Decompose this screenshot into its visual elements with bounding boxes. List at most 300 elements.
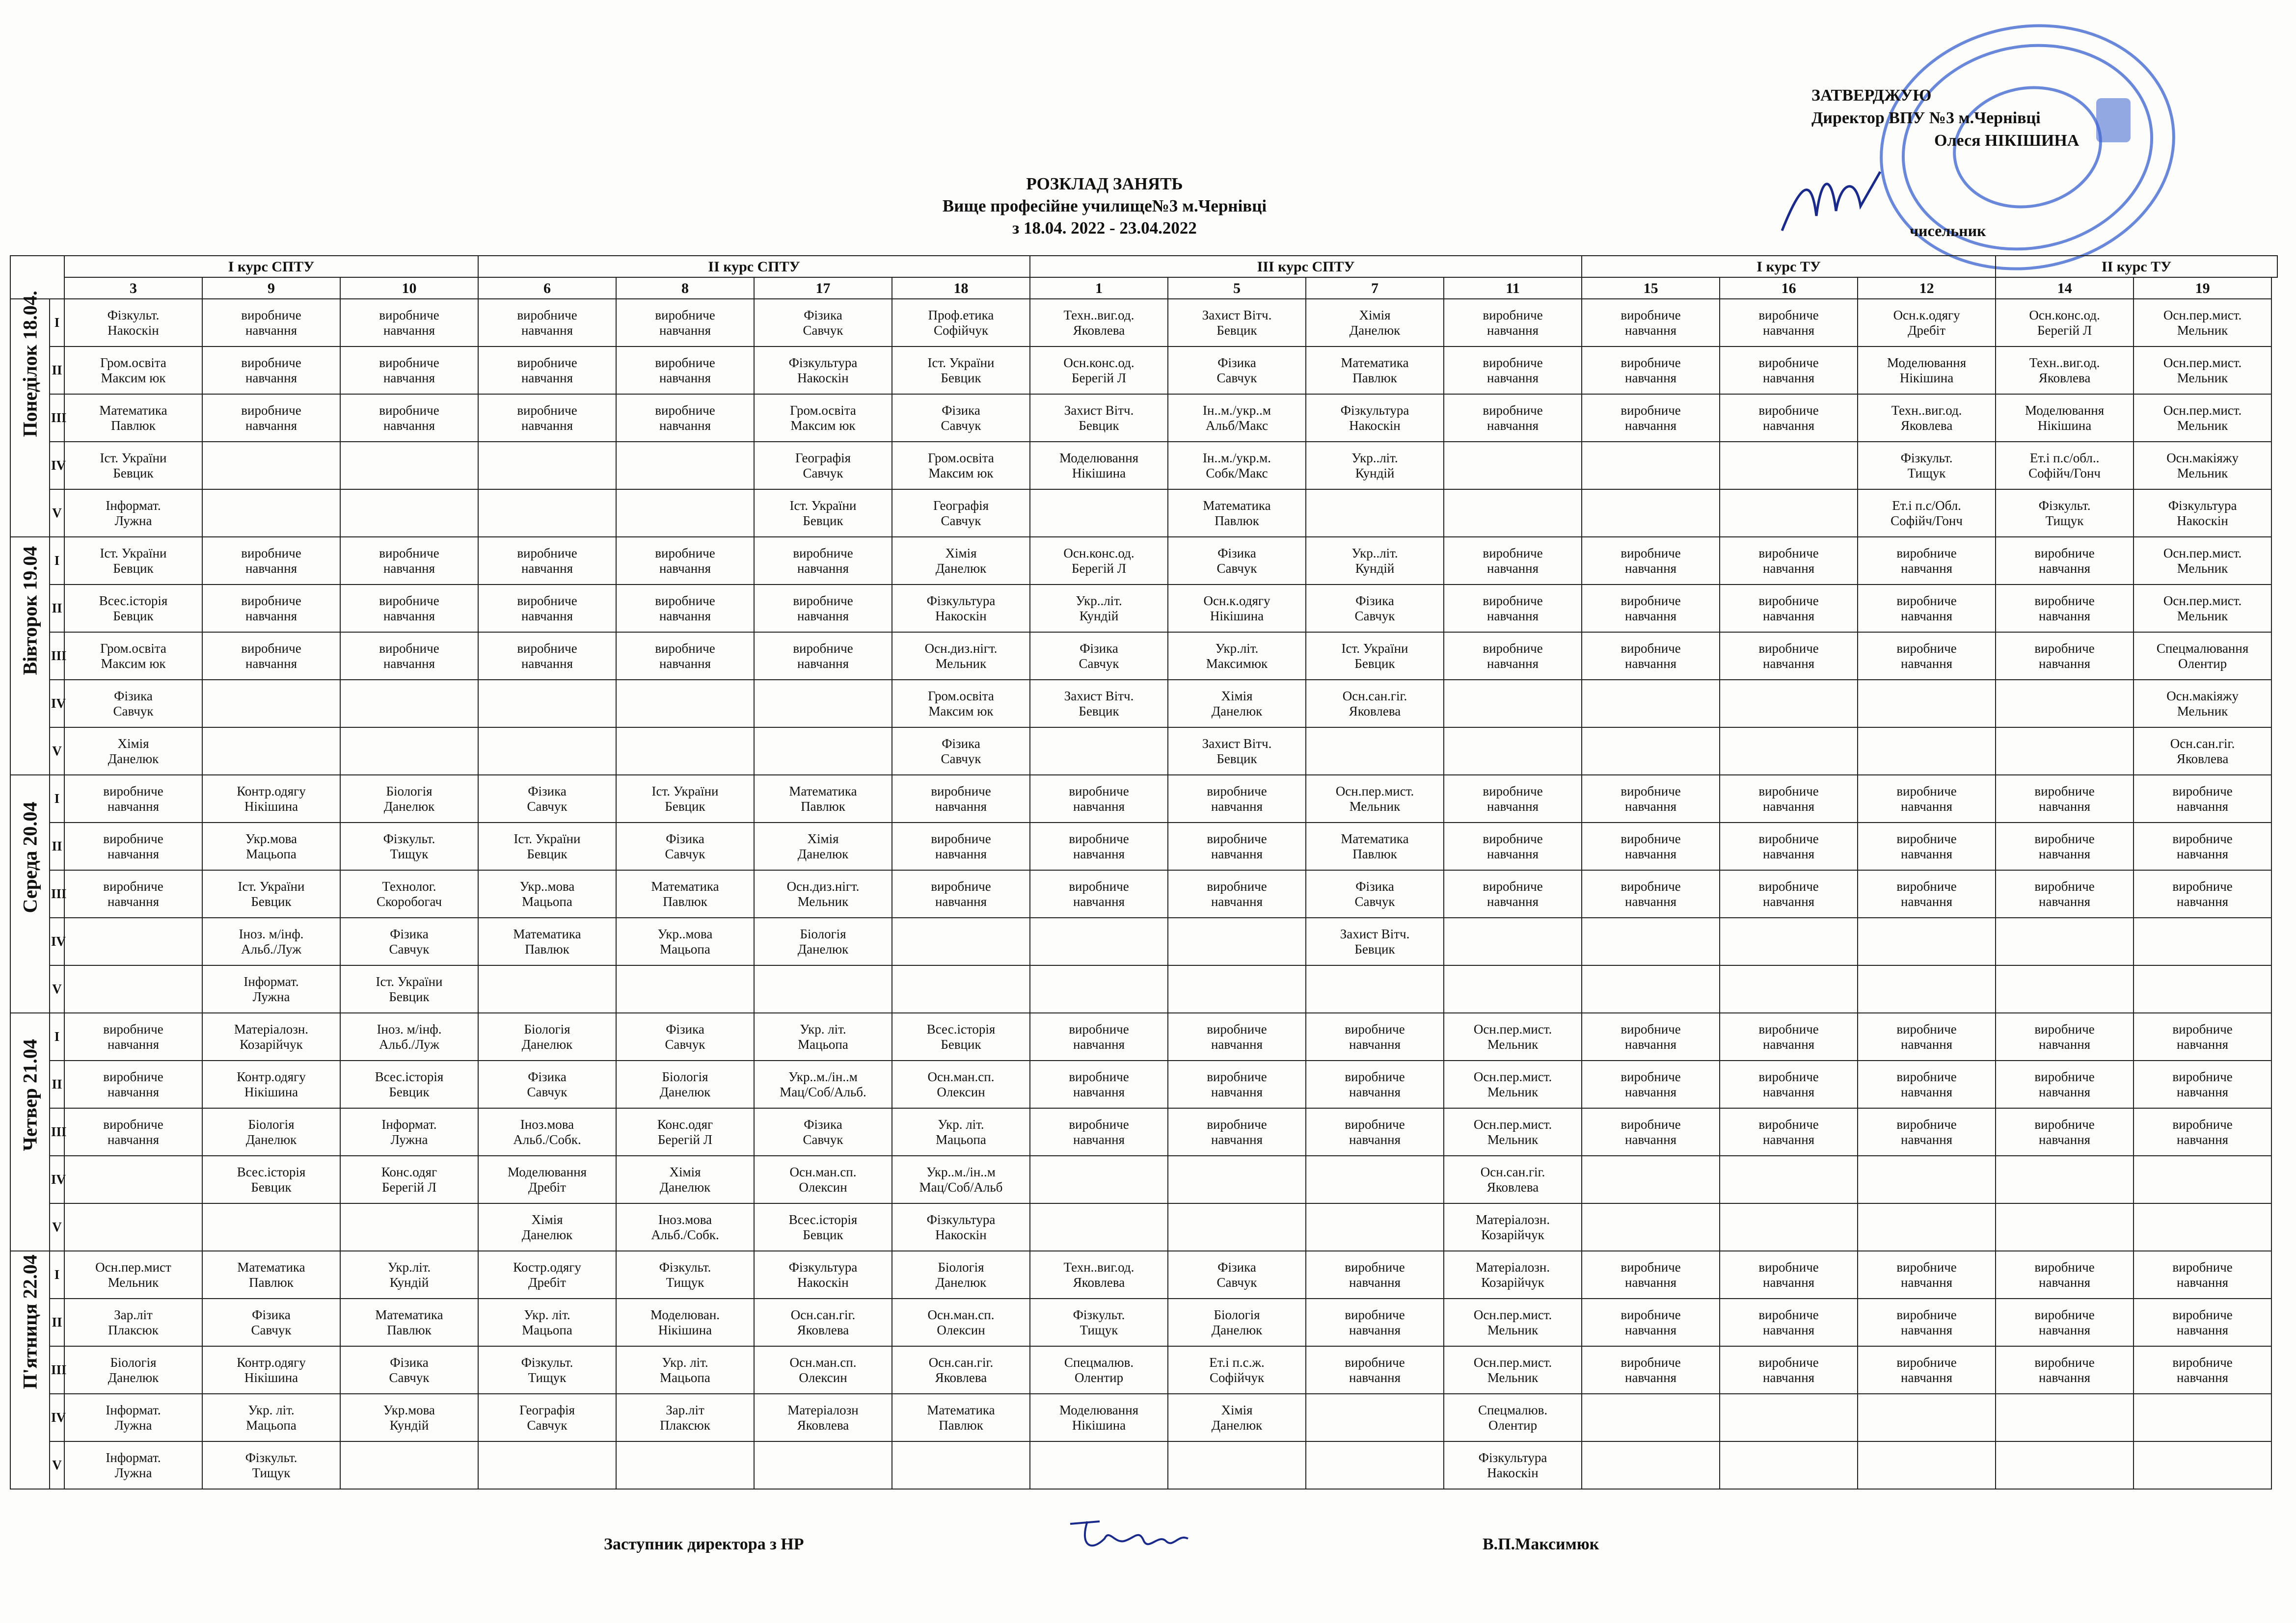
lesson-cell (616, 489, 754, 537)
lesson-cell: виробниче навчання (1444, 346, 1582, 394)
lesson-cell: Укр.літ. Кундій (340, 1251, 478, 1299)
period-number: II (50, 1299, 64, 1346)
group-number: 5 (1168, 277, 1306, 299)
lesson-cell: Фізика Савчук (202, 1299, 340, 1346)
lesson-cell (1306, 1156, 1444, 1203)
lesson-cell (1306, 1394, 1444, 1441)
lesson-cell: виробниче навчання (892, 870, 1030, 918)
lesson-cell: Гром.освіта Максим юк (892, 680, 1030, 727)
lesson-cell: Матеріалозн. Козарійчук (1444, 1203, 1582, 1251)
lesson-cell: виробниче навчання (1168, 823, 1306, 870)
day-name: Понеділок 18.04. (19, 291, 41, 437)
lesson-cell: Іст. України Бевцик (64, 537, 202, 585)
lesson-cell (1720, 680, 1858, 727)
lesson-cell: виробниче навчання (1444, 585, 1582, 632)
group-number: 19 (2134, 277, 2271, 299)
lesson-cell (1582, 727, 1720, 775)
lesson-cell: Осн.сан.гіг. Яковлева (1306, 680, 1444, 727)
lesson-cell: виробниче навчання (64, 870, 202, 918)
lesson-cell: Ін..м./укр.м. Собк/Макс (1168, 442, 1306, 489)
lesson-cell: Укр.літ. Максимюк (1168, 632, 1306, 680)
lesson-cell (1444, 489, 1582, 537)
lesson-cell (1996, 727, 2134, 775)
lesson-cell: Спецмалюв. Олентир (1444, 1394, 1582, 1441)
group-header-row (10, 277, 2277, 299)
lesson-cell (1720, 1156, 1858, 1203)
lesson-cell: Фізкульт. Тищук (1996, 489, 2134, 537)
lesson-cell: виробниче навчання (1996, 823, 2134, 870)
lesson-cell (478, 680, 616, 727)
lesson-cell (616, 442, 754, 489)
lesson-cell: Фізкульт. Тищук (616, 1251, 754, 1299)
lesson-cell: виробниче навчання (616, 394, 754, 442)
lesson-cell (478, 1441, 616, 1489)
lesson-cell: Укр.мова Мацьопа (202, 823, 340, 870)
lesson-cell (1720, 1394, 1858, 1441)
lesson-cell (1996, 918, 2134, 965)
period-number: I (50, 1013, 64, 1061)
lesson-cell: Ін..м./укр..м Альб/Макс (1168, 394, 1306, 442)
lesson-cell: виробниче навчання (340, 346, 478, 394)
lesson-cell: виробниче навчання (478, 585, 616, 632)
lesson-cell: Фізкультура Накоскін (754, 346, 892, 394)
lesson-cell: Гром.освіта Максим юк (64, 632, 202, 680)
lesson-cell: виробниче навчання (1306, 1013, 1444, 1061)
lesson-cell: виробниче навчання (1720, 1061, 1858, 1108)
lesson-cell: виробниче навчання (1996, 1108, 2134, 1156)
lesson-cell: виробниче навчання (1444, 823, 1582, 870)
lesson-cell: Фізкульт. Тищук (478, 1346, 616, 1394)
lesson-cell (616, 680, 754, 727)
lesson-cell: Контр.одягу Нікішина (202, 1061, 340, 1108)
lesson-cell: Захист Вітч. Бевцик (1030, 680, 1168, 727)
group-number: 9 (202, 277, 340, 299)
lesson-cell: Ет.і п.с/Обл. Софійч/Гонч (1858, 489, 1996, 537)
lesson-cell (1996, 965, 2134, 1013)
lesson-cell: Фізкульт. Тищук (1030, 1299, 1168, 1346)
lesson-cell: виробниче навчання (1996, 1061, 2134, 1108)
lesson-cell: Математика Павлюк (892, 1394, 1030, 1441)
lesson-cell (64, 918, 202, 965)
group-number: 16 (1720, 277, 1858, 299)
lesson-cell: виробниче навчання (1996, 632, 2134, 680)
lesson-cell (1306, 965, 1444, 1013)
period-number: V (50, 1441, 64, 1489)
schedule-title (638, 173, 1571, 239)
lesson-cell: Фізика Савчук (616, 823, 754, 870)
lesson-cell: Осн.конс.од. Берегій Л (1030, 537, 1168, 585)
day-name: Четвер 21.04 (19, 1039, 41, 1151)
lesson-cell: Осн.диз.нігт. Мельник (754, 870, 892, 918)
lesson-cell: Фізика Савчук (1168, 1251, 1306, 1299)
lesson-cell (64, 1156, 202, 1203)
lesson-cell (340, 680, 478, 727)
lesson-cell: Біологія Данелюк (478, 1013, 616, 1061)
lesson-cell (1582, 442, 1720, 489)
lesson-cell: виробниче навчання (1996, 1299, 2134, 1346)
lesson-cell (1168, 1203, 1306, 1251)
lesson-row (10, 442, 2277, 489)
lesson-cell: виробниче навчання (202, 299, 340, 346)
lesson-cell (202, 680, 340, 727)
lesson-cell: виробниче навчання (1582, 1061, 1720, 1108)
lesson-cell: Осн.макіяжу Мельник (2134, 680, 2271, 727)
day-label (10, 1251, 50, 1489)
lesson-cell: Осн.пер.мист. Мельник (2134, 394, 2271, 442)
lesson-cell: виробниче навчання (2134, 1251, 2271, 1299)
lesson-cell: виробниче навчання (1168, 775, 1306, 823)
lesson-cell (1858, 965, 1996, 1013)
lesson-cell: виробниче навчання (1858, 1013, 1996, 1061)
lesson-cell: виробниче навчання (1858, 537, 1996, 585)
lesson-cell (1030, 1441, 1168, 1489)
lesson-cell: Іноз.мова Альб./Собк. (478, 1108, 616, 1156)
lesson-cell: виробниче навчання (1582, 823, 1720, 870)
lesson-cell: виробниче навчання (64, 1013, 202, 1061)
deputy-signature-icon (1060, 1514, 1237, 1558)
lesson-row (10, 823, 2277, 870)
lesson-cell: Всес.історія Бевцик (202, 1156, 340, 1203)
title-line-2: Вище професійне училище№3 м.Чернівці (942, 196, 1267, 215)
lesson-cell: Всес.історія Бевцик (754, 1203, 892, 1251)
period-number: II (50, 823, 64, 870)
lesson-cell: Фізика Савчук (892, 727, 1030, 775)
lesson-cell: виробниче навчання (754, 585, 892, 632)
day-label (10, 537, 50, 775)
lesson-cell: виробниче навчання (1306, 1108, 1444, 1156)
lesson-cell: виробниче навчання (1720, 1299, 1858, 1346)
lesson-cell: Укр..мова Мацьопа (478, 870, 616, 918)
lesson-cell (2134, 1394, 2271, 1441)
lesson-cell: Математика Павлюк (64, 394, 202, 442)
lesson-cell (616, 727, 754, 775)
approval-block (1811, 84, 2079, 152)
lesson-cell: виробниче навчання (2134, 870, 2271, 918)
lesson-cell: виробниче навчання (64, 1108, 202, 1156)
lesson-cell: виробниче навчання (1858, 1108, 1996, 1156)
lesson-cell (340, 727, 478, 775)
lesson-cell: Укр..літ. Кундій (1306, 442, 1444, 489)
lesson-cell: Технолог. Скоробогач (340, 870, 478, 918)
lesson-cell: виробниче навчання (1306, 1346, 1444, 1394)
lesson-row (10, 1013, 2277, 1061)
lesson-cell: виробниче навчання (478, 537, 616, 585)
lesson-cell: виробниче навчання (2134, 1108, 2271, 1156)
lesson-cell: виробниче навчання (1720, 1108, 1858, 1156)
lesson-cell: виробниче навчання (2134, 1061, 2271, 1108)
lesson-cell: виробниче навчання (1720, 346, 1858, 394)
lesson-cell: Осн.конс.од. Берегій Л (1996, 299, 2134, 346)
lesson-cell (1306, 489, 1444, 537)
period-number: I (50, 537, 64, 585)
lesson-cell: виробниче навчання (1030, 1013, 1168, 1061)
lesson-cell (1030, 965, 1168, 1013)
approve-position: Директор ВПУ №3 м.Чернівці (1811, 109, 2041, 127)
lesson-cell: виробниче навчання (1720, 394, 1858, 442)
lesson-cell: Біологія Данелюк (616, 1061, 754, 1108)
lesson-cell: виробниче навчання (2134, 1299, 2271, 1346)
lesson-cell (754, 727, 892, 775)
lesson-cell: виробниче навчання (1582, 870, 1720, 918)
day-label (10, 291, 50, 537)
lesson-cell: виробниче навчання (2134, 775, 2271, 823)
lesson-cell: Матеріалозн Яковлева (754, 1394, 892, 1441)
lesson-cell: Фізика Савчук (1306, 870, 1444, 918)
lesson-cell: Фізкульт. Тищук (1858, 442, 1996, 489)
lesson-cell: виробниче навчання (478, 346, 616, 394)
lesson-cell: виробниче навчання (1168, 1061, 1306, 1108)
lesson-cell: Фізкультура Накоскін (892, 1203, 1030, 1251)
lesson-cell: Контр.одягу Нікішина (202, 775, 340, 823)
lesson-cell: Ет.і п.с.ж. Софійчук (1168, 1346, 1306, 1394)
footer-right-name: В.П.Максимюк (1483, 1535, 1599, 1553)
lesson-cell: Біологія Данелюк (340, 775, 478, 823)
lesson-cell: Фізкультура Накоскін (2134, 489, 2271, 537)
lesson-cell: Осн.диз.нігт. Мельник (892, 632, 1030, 680)
period-number: V (50, 965, 64, 1013)
course-header: ІІ курс СПТУ (478, 256, 1030, 277)
lesson-cell: виробниче навчання (340, 537, 478, 585)
group-number: 7 (1306, 277, 1444, 299)
lesson-cell: виробниче навчання (754, 537, 892, 585)
lesson-cell: Осн.пер.мист. Мельник (2134, 537, 2271, 585)
lesson-cell: виробниче навчання (1858, 775, 1996, 823)
period-number: V (50, 1203, 64, 1251)
lesson-cell: Математика Павлюк (202, 1251, 340, 1299)
lesson-cell: Математика Павлюк (478, 918, 616, 965)
lesson-cell: виробниче навчання (1858, 632, 1996, 680)
lesson-cell (1858, 680, 1996, 727)
approve-name: Олеся НІКІШИНА (1934, 132, 2080, 150)
lesson-cell (1030, 1203, 1168, 1251)
approve-heading: ЗАТВЕРДЖУЮ (1811, 86, 1932, 105)
lesson-cell (478, 442, 616, 489)
lesson-cell: Моделювання Нікішина (1996, 394, 2134, 442)
lesson-cell: виробниче навчання (1996, 1251, 2134, 1299)
lesson-cell: виробниче навчання (1996, 775, 2134, 823)
lesson-cell (1168, 965, 1306, 1013)
lesson-cell: виробниче навчання (478, 299, 616, 346)
lesson-row (10, 1394, 2277, 1441)
lesson-cell: Фізкультура Накоскін (1306, 394, 1444, 442)
lesson-cell: Осн.пер.мист Мельник (64, 1251, 202, 1299)
lesson-cell: Всес.історія Бевцик (340, 1061, 478, 1108)
lesson-cell (202, 489, 340, 537)
title-line-3: з 18.04. 2022 - 23.04.2022 (1012, 218, 1197, 238)
lesson-cell: виробниче навчання (64, 823, 202, 870)
lesson-cell: Іст. України Бевцик (64, 442, 202, 489)
lesson-cell: Фізкульт. Накоскін (64, 299, 202, 346)
group-number: 11 (1444, 277, 1582, 299)
lesson-cell (1858, 1156, 1996, 1203)
lesson-cell: Математика Павлюк (1168, 489, 1306, 537)
lesson-cell (1306, 1203, 1444, 1251)
lesson-cell: Фізкульт. Тищук (340, 823, 478, 870)
period-number: I (50, 1251, 64, 1299)
lesson-cell: виробниче навчання (1996, 1346, 2134, 1394)
lesson-cell: Осн.ман.сп. Олексин (892, 1061, 1030, 1108)
lesson-cell: Іноз. м/інф. Альб./Луж (340, 1013, 478, 1061)
course-header: І курс СПТУ (64, 256, 478, 277)
lesson-cell: виробниче навчання (202, 632, 340, 680)
lesson-cell (340, 1441, 478, 1489)
lesson-cell: Захист Вітч. Бевцик (1306, 918, 1444, 965)
lesson-cell: виробниче навчання (1582, 585, 1720, 632)
lesson-cell: виробниче навчання (478, 394, 616, 442)
lesson-cell (1030, 727, 1168, 775)
lesson-cell: виробниче навчання (1858, 1346, 1996, 1394)
lesson-cell (1996, 1441, 2134, 1489)
lesson-cell: виробниче навчання (1582, 346, 1720, 394)
lesson-cell: виробниче навчання (1996, 1013, 2134, 1061)
lesson-cell: Іноз. м/інф. Альб./Луж (202, 918, 340, 965)
lesson-cell: виробниче навчання (1720, 775, 1858, 823)
lesson-cell: Осн.сан.гіг. Яковлева (2134, 727, 2271, 775)
lesson-cell: Матеріалозн. Козарійчук (202, 1013, 340, 1061)
period-number: III (50, 870, 64, 918)
lesson-cell: виробниче навчання (754, 632, 892, 680)
numerator-label: чисельник (1910, 222, 1986, 239)
lesson-cell: Осн.пер.мист. Мельник (2134, 299, 2271, 346)
lesson-cell: виробниче навчання (1582, 394, 1720, 442)
lesson-cell: Математика Павлюк (1306, 823, 1444, 870)
lesson-cell (2134, 918, 2271, 965)
lesson-cell (478, 489, 616, 537)
lesson-cell (1030, 489, 1168, 537)
lesson-cell: виробниче навчання (340, 632, 478, 680)
lesson-cell: виробниче навчання (1858, 1251, 1996, 1299)
lesson-cell: виробниче навчання (616, 585, 754, 632)
period-number: IV (50, 1394, 64, 1441)
lesson-cell (1582, 1203, 1720, 1251)
lesson-cell: Осн.конс.од. Берегій Л (1030, 346, 1168, 394)
lesson-cell (64, 965, 202, 1013)
lesson-cell: Фізика Савчук (340, 918, 478, 965)
lesson-cell: Осн.пер.мист. Мельник (1444, 1346, 1582, 1394)
lesson-cell (1996, 1156, 2134, 1203)
lesson-cell: Осн.пер.мист. Мельник (1444, 1013, 1582, 1061)
lesson-cell: виробниче навчання (1720, 537, 1858, 585)
lesson-cell (1858, 1441, 1996, 1489)
group-number: 8 (616, 277, 754, 299)
group-number: 1 (1030, 277, 1168, 299)
lesson-cell: виробниче навчання (1720, 1013, 1858, 1061)
lesson-cell (1720, 1441, 1858, 1489)
lesson-row (10, 965, 2277, 1013)
lesson-cell: Математика Павлюк (616, 870, 754, 918)
lesson-cell: Техн..виг.од. Яковлева (1996, 346, 2134, 394)
period-number: II (50, 585, 64, 632)
period-number: III (50, 1108, 64, 1156)
lesson-cell: Фізика Савчук (616, 1013, 754, 1061)
lesson-cell (202, 442, 340, 489)
lesson-cell (1306, 727, 1444, 775)
lesson-cell (892, 1441, 1030, 1489)
lesson-cell (1720, 918, 1858, 965)
lesson-cell: Математика Павлюк (754, 775, 892, 823)
lesson-cell: Фізкульт. Тищук (202, 1441, 340, 1489)
lesson-cell: Біологія Данелюк (64, 1346, 202, 1394)
lesson-cell: Костр.одягу Дребіт (478, 1251, 616, 1299)
lesson-row (10, 1108, 2277, 1156)
lesson-cell: виробниче навчання (1996, 537, 2134, 585)
lesson-cell (1858, 1394, 1996, 1441)
lesson-cell: виробниче навчання (1168, 1108, 1306, 1156)
lesson-cell (1582, 965, 1720, 1013)
lesson-cell (1168, 1441, 1306, 1489)
lesson-cell (1444, 442, 1582, 489)
lesson-cell (1720, 1203, 1858, 1251)
lesson-cell: Інформат. Лужна (64, 1394, 202, 1441)
lesson-cell (202, 1203, 340, 1251)
lesson-cell (1306, 1441, 1444, 1489)
lesson-row (10, 1346, 2277, 1394)
lesson-cell: виробниче навчання (1444, 870, 1582, 918)
lesson-cell: Укр. літ. Мацьопа (754, 1013, 892, 1061)
lesson-cell: Захист Вітч. Бевцик (1030, 394, 1168, 442)
day-name: П'ятниця 22.04 (19, 1254, 41, 1389)
lesson-cell: виробниче навчання (616, 632, 754, 680)
lesson-cell: виробниче навчання (616, 299, 754, 346)
lesson-cell (1030, 918, 1168, 965)
lesson-cell: виробниче навчання (1582, 537, 1720, 585)
lesson-cell (1444, 727, 1582, 775)
course-header: І курс ТУ (1582, 256, 1996, 277)
lesson-row (10, 1203, 2277, 1251)
lesson-cell: Біологія Данелюк (754, 918, 892, 965)
lesson-cell: Фізика Савчук (478, 775, 616, 823)
period-number: III (50, 1346, 64, 1394)
lesson-cell: виробниче навчання (1444, 775, 1582, 823)
lesson-cell (1858, 727, 1996, 775)
lesson-cell: виробниче навчання (2134, 823, 2271, 870)
lesson-cell: виробниче навчання (1030, 775, 1168, 823)
lesson-cell: Укр. літ. Мацьопа (892, 1108, 1030, 1156)
lesson-row (10, 346, 2277, 394)
lesson-row (10, 489, 2277, 537)
lesson-cell: виробниче навчання (1030, 1108, 1168, 1156)
lesson-cell: виробниче навчання (1306, 1299, 1444, 1346)
schedule-table (10, 255, 2278, 1490)
lesson-cell: Всес.історія Бевцик (892, 1013, 1030, 1061)
lesson-cell: Моделювання Дребіт (478, 1156, 616, 1203)
lesson-cell: Осн.пер.мист. Мельник (2134, 585, 2271, 632)
lesson-row (10, 727, 2277, 775)
lesson-cell: виробниче навчання (478, 632, 616, 680)
lesson-cell: Моделювання Нікішина (1030, 442, 1168, 489)
lesson-cell: виробниче навчання (1720, 1346, 1858, 1394)
lesson-cell: виробниче навчання (202, 346, 340, 394)
lesson-cell: Фізика Савчук (340, 1346, 478, 1394)
lesson-cell: Осн.макіяжу Мельник (2134, 442, 2271, 489)
group-number: 17 (754, 277, 892, 299)
lesson-row (10, 299, 2277, 346)
period-number: I (50, 775, 64, 823)
lesson-cell: Хімія Данелюк (1168, 680, 1306, 727)
lesson-cell: виробниче навчання (1582, 1346, 1720, 1394)
lesson-cell (892, 918, 1030, 965)
lesson-row (10, 537, 2277, 585)
lesson-cell: Техн..виг.од. Яковлева (1030, 1251, 1168, 1299)
course-header-row (10, 256, 2277, 277)
lesson-row (10, 1299, 2277, 1346)
lesson-cell: Хімія Данелюк (754, 823, 892, 870)
lesson-cell: виробниче навчання (1720, 585, 1858, 632)
lesson-row (10, 1251, 2277, 1299)
lesson-cell: Іст. України Бевцик (616, 775, 754, 823)
lesson-row (10, 918, 2277, 965)
group-number: 14 (1996, 277, 2134, 299)
